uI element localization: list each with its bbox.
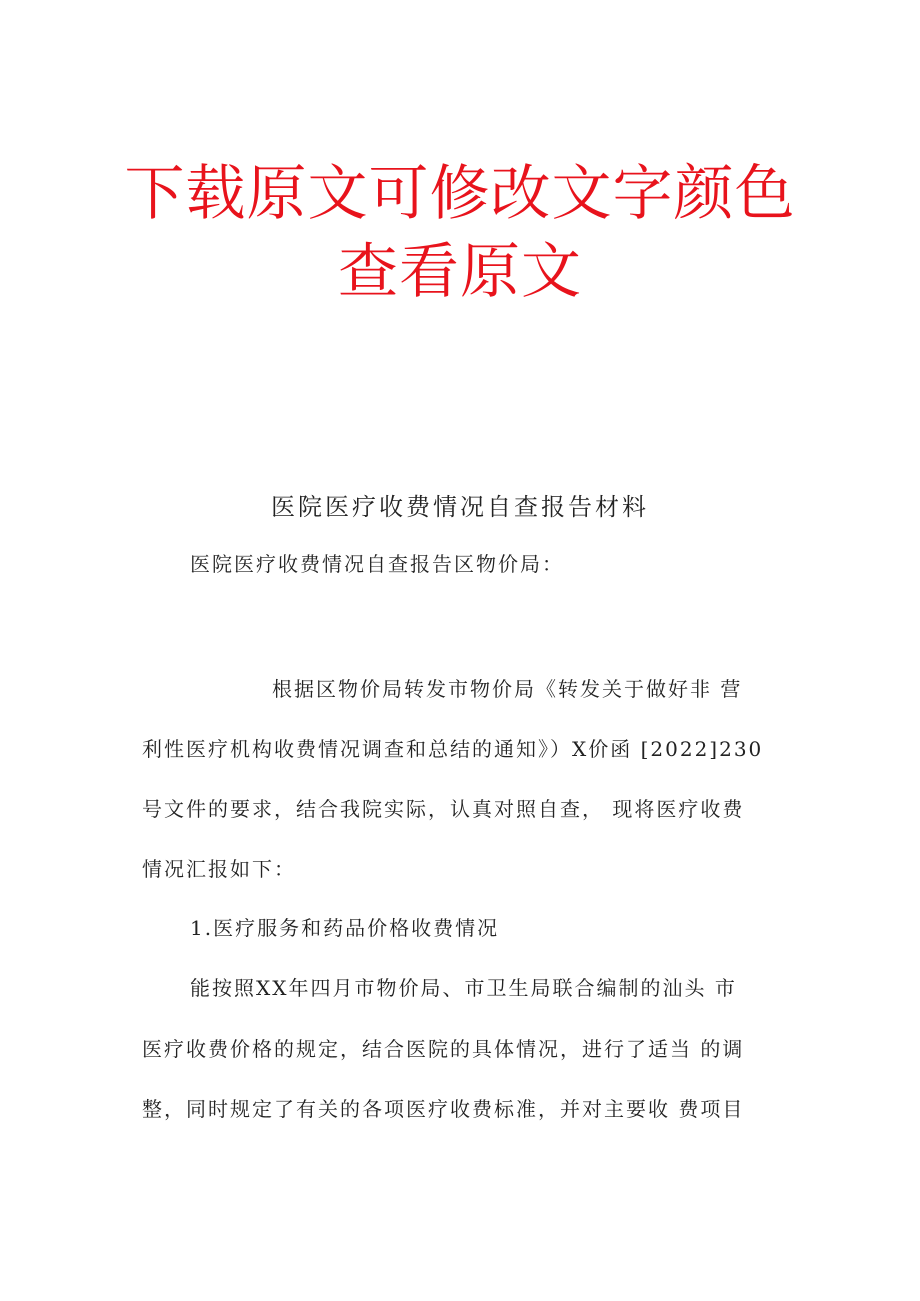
body-line-4: 情况汇报如下： (142, 857, 296, 881)
body-line-1: 根据区物价局转发市物价局《转发关于做好非 营 (272, 677, 743, 701)
document-title: 医院医疗收费情况自查报告材料 (271, 493, 649, 521)
body-line-7: 医疗收费价格的规定，结合医院的具体情况，进行了适当 的调 (142, 1037, 745, 1061)
body-line-2: 利性医疗机构收费情况调查和总结的通知》）X价函 [2022]230 (142, 737, 764, 761)
body-line-8: 整，同时规定了有关的各项医疗收费标准，并对主要收 费项目 (142, 1097, 745, 1121)
download-notice-line-1: 下载原文可修改文字颜色 (124, 159, 796, 229)
document-salutation: 医院医疗收费情况自查报告区物价局： (190, 552, 564, 576)
body-line-3: 号文件的要求，结合我院实际，认真对照自查， 现将医疗收费 (142, 797, 745, 821)
download-notice-line-2: 查看原文 (338, 237, 582, 307)
body-line-6: 能按照XX年四月市物价局、市卫生局联合编制的汕头 市 (190, 976, 737, 1000)
section-heading: 1.医疗服务和药品价格收费情况 (190, 916, 500, 940)
